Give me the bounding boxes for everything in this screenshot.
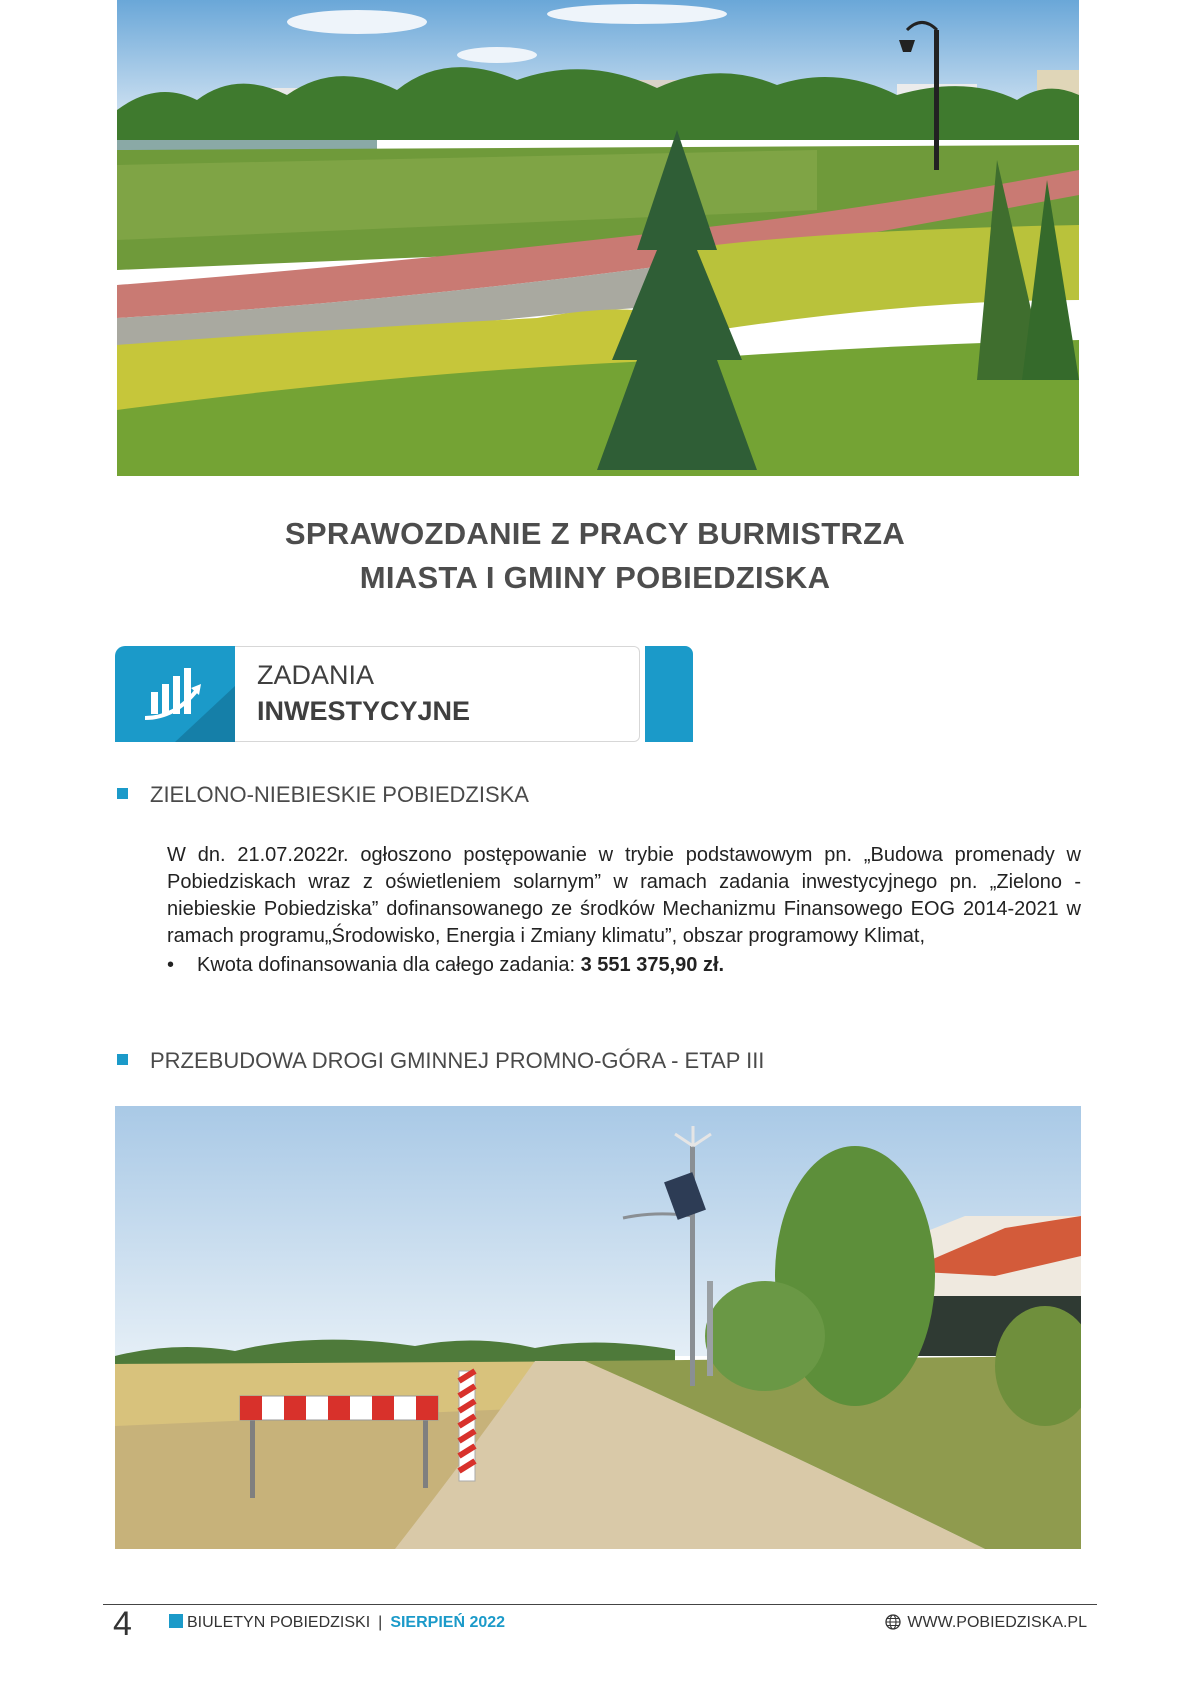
square-bullet-icon (169, 1614, 183, 1628)
globe-icon (885, 1614, 901, 1630)
banner-line-2: INWESTYCYJNE (257, 696, 471, 726)
promenade-photo (117, 0, 1079, 476)
road-photo (115, 1106, 1081, 1549)
section-banner (115, 646, 693, 742)
banner-line-1: ZADANIA (257, 660, 375, 690)
publication-name: BIULETYN POBIEDZISKI (187, 1614, 371, 1631)
bullet-dot-icon: • (167, 954, 175, 976)
funding-label: Kwota dofinansowania dla całego zadania: (197, 954, 581, 976)
section-heading-2-text: PRZEBUDOWA DROGI GMINNEJ PROMNO-GÓRA - ETAP III (150, 1048, 765, 1073)
footer-website[interactable] (885, 1614, 1087, 1632)
page-title-line-1: SPRAWOZDANIE Z PRACY BURMISTRZA (284, 516, 906, 551)
banner-icon-box (115, 646, 235, 742)
page-number: 4 (113, 1605, 132, 1643)
square-bullet-icon (117, 1054, 128, 1065)
website-link[interactable]: WWW.POBIEDZISKA.PL (907, 1614, 1087, 1631)
footer-divider (103, 1604, 1097, 1605)
section-heading-2 (117, 1048, 764, 1074)
section-heading-1-text: ZIELONO-NIEBIESKIE POBIEDZISKA (150, 782, 529, 807)
section-1-paragraph: W dn. 21.07.2022r. ogłoszono postępowanie w trybie podstawowym pn. „Budowa promenady w Pobiedziskach wraz z oświetleniem solarnym” w ramach zadania inwestycyjnego pn. „Zielono - niebieskie Pobiedziska” dofinansowanego ze środków Mechanizmu Finansowego EOG 2014-2021 w ramach programu„Środowisko, Energia i Zmiany klimatu”, obszar programowy Klimat, (167, 844, 1081, 947)
section-heading-1 (117, 782, 529, 808)
funding-bullet (167, 952, 724, 979)
square-bullet-icon (117, 788, 128, 799)
banner-tab (645, 646, 693, 742)
footer-publication (169, 1614, 505, 1632)
rising-bar-chart-icon (115, 646, 235, 742)
page-title (0, 512, 1190, 600)
issue-date: SIERPIEŃ 2022 (390, 1614, 506, 1631)
footer-separator: | (378, 1614, 383, 1631)
funding-amount: 3 551 375,90 zł. (580, 954, 725, 976)
page-title-line-2: MIASTA I GMINY POBIEDZISKA (359, 560, 831, 595)
